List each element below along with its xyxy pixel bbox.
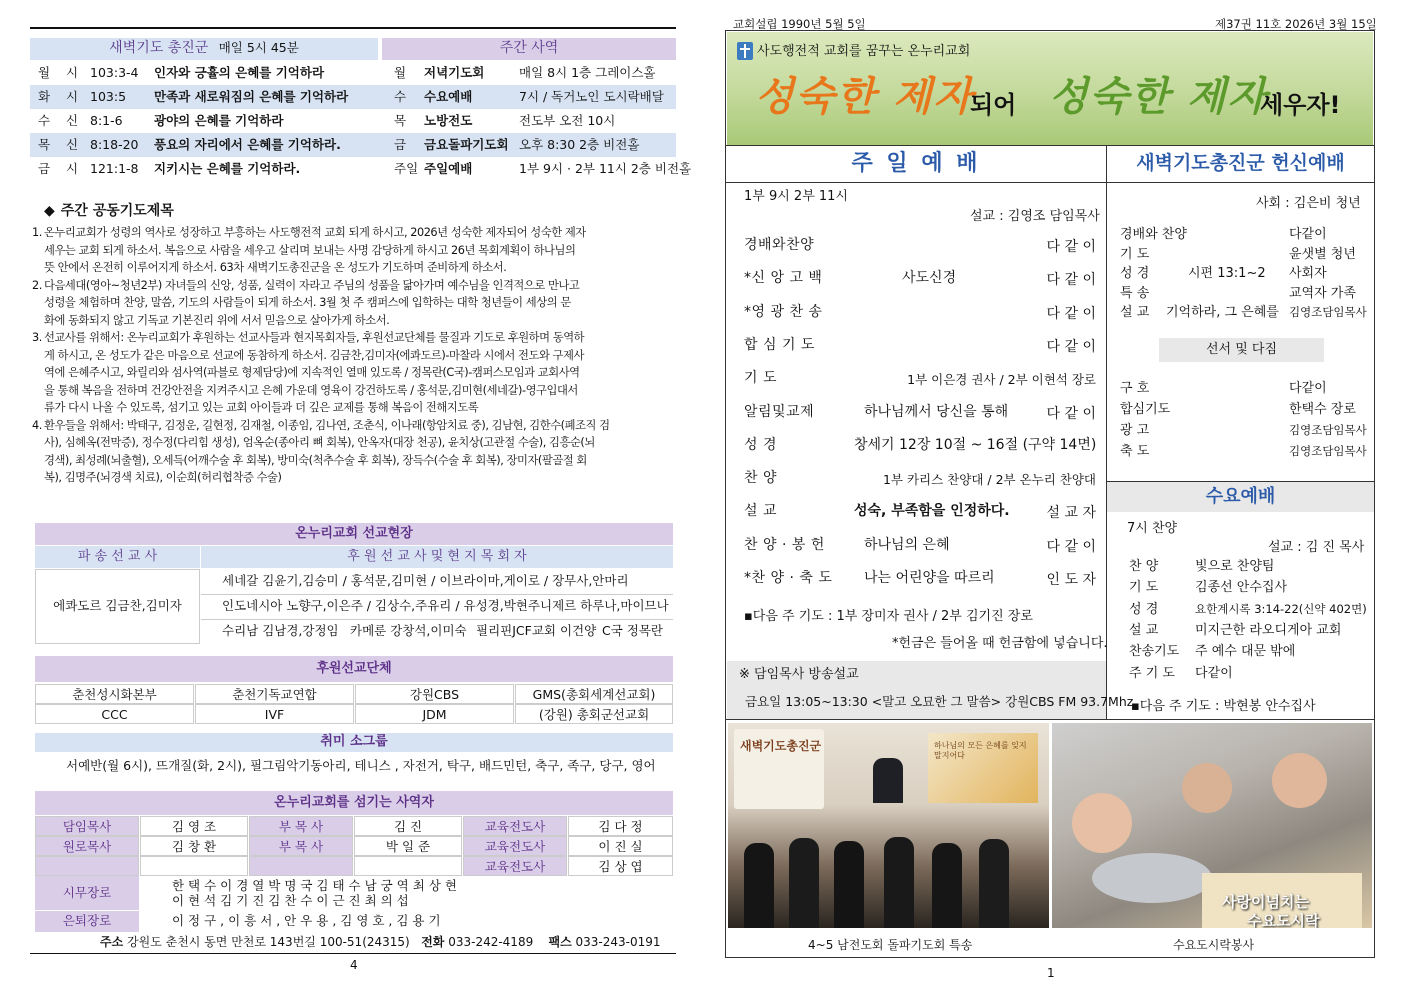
servant-name: 김 영 조	[140, 816, 248, 836]
mission-row-1: 세네갈 김윤기,김승미 / 홍석문,김미현 / 이브라이마,게이로 / 장무사,안마리	[222, 573, 629, 588]
weekly-detail: 전도부 오전 10시	[519, 113, 616, 128]
prayer-line: 환우들을 위해서: 박태구, 김정운, 길현정, 김재철, 이종임, 김나연, 조춘식, 이나래(항암치료 중), 김남현, 김한수(폐조직 검	[44, 418, 610, 432]
weekly-name: 노방전도	[424, 113, 473, 128]
dawn-host: 사회 : 김은비 청년	[1256, 196, 1361, 211]
wed-content: 다같이	[1195, 665, 1233, 681]
prayer-line: 게 하시고, 온 성도가 같은 마음으로 선교에 동참하게 하소서. 김금찬,김미자(에콰도르)-마찰라 시에서 전도와 구제사	[44, 348, 584, 362]
dawn-day: 금	[38, 161, 51, 176]
support-org: IVF	[195, 704, 354, 724]
servant-role: 교육전도사	[463, 836, 567, 856]
wed-item: 찬 양	[1129, 559, 1159, 574]
sunday-item: 찬 양	[744, 470, 777, 487]
prayer-line: 류가 다시 나올 수 있도록, 섬기고 있는 교회 아이들과 더 깊은 교제를 통해 복음이 전해지도록	[44, 401, 479, 414]
dawn-content: 시편 13:1~2	[1188, 266, 1266, 281]
support-org: 강원CBS	[355, 684, 514, 704]
sunday-leader: 인 도 자	[1046, 572, 1096, 588]
right-page	[725, 30, 1375, 958]
servant-name: 이 진 실	[568, 836, 673, 856]
photo-caption-1: 4~5 남전도회 돌파기도회 특송	[808, 938, 973, 952]
dawn-book: 시	[66, 89, 79, 104]
sunday-leader: 1부 이은경 권사 / 2부 이현석 장로	[907, 372, 1096, 388]
mission-col-sent: 파 송 선 교 사	[35, 546, 200, 568]
issue-info: 제37권 11호 2026년 3월 15일	[1215, 17, 1377, 31]
weekly-name: 저녁기도회	[424, 65, 485, 80]
dawn-service-title: 새벽기도총진군 헌신예배	[1136, 152, 1345, 174]
sunday-leader: 1부 카리스 찬양대 / 2부 온누리 찬양대	[882, 472, 1096, 488]
sunday-preacher: 설교 : 김영조 담임목사	[970, 209, 1100, 224]
dawn-verse: 103:5	[90, 89, 127, 104]
church-address: 주소 강원도 춘천시 동면 만천로 143번길 100-51(24315) 전화 033-242-4189 팩스 033-243-0191	[100, 935, 661, 949]
servant-name: 박 일 준	[354, 836, 462, 856]
mission-title: 온누리교회 선교현장	[35, 523, 673, 545]
elders-line-1: 한 택 수 이 경 열 박 명 국 김 태 수 남 궁 역 최 상 현	[172, 878, 457, 893]
prayer-line: 역에 은혜주시고, 와릴리와 섬사역(파블로 형제담당)에 지속적인 열매 있도록 / 정목란(C국)-캠퍼스모임과 교회사역	[44, 366, 580, 379]
servants-title: 온누리교회를 섬기는 사역자	[35, 791, 673, 815]
sunday-leader: 다 같 이	[1046, 538, 1096, 555]
cross-icon	[737, 42, 753, 60]
dawn-item: 설 교	[1120, 305, 1150, 320]
weekly-detail: 7시 / 독거노인 도시락배달	[519, 89, 664, 104]
prayer-item	[32, 224, 662, 277]
sunday-content: 사도신경	[902, 270, 957, 287]
servant-name: 김 다 정	[568, 816, 673, 836]
elders-line-2: 이 현 석 김 기 진 김 찬 수 이 근 진 최 의 섭	[172, 893, 409, 908]
dawn-leader: 김영조담임목사	[1289, 444, 1367, 458]
hobby-title: 취미 소그룹	[35, 733, 673, 752]
wed-content: 김종선 안수집사	[1195, 580, 1288, 596]
volunteer-face	[1072, 793, 1132, 853]
wed-item: 찬송기도	[1129, 644, 1180, 660]
prayer-line: 을 통해 복음을 전하며 건강안전을 지켜주시고 은혜 가운데 영육이 강건하도록 / 홍석문,김미현(세네갈)-영구입대서	[44, 383, 578, 397]
servant-role: 교육전도사	[463, 856, 567, 876]
wed-content: 요한계시록 3:14-22(신약 402면)	[1195, 601, 1367, 616]
wed-content: 빛으로 찬양팀	[1195, 559, 1275, 574]
sunday-content: 나는 어린양을 따르리	[864, 570, 995, 586]
event-poster: 새벽기도총진군	[734, 729, 824, 809]
prayer-line: 선교사를 위해서: 온누리교회가 후원하는 선교사들과 현지목회자들, 후원선교단체를 물질과 기도로 후원하며 동역하	[44, 331, 585, 344]
servant-empty-cell	[35, 856, 139, 876]
servant-name: 김 상 엽	[568, 856, 673, 876]
dawn-leader: 교역자 가족	[1289, 285, 1356, 301]
sunday-content: 창세기 12장 10절 ~ 16절 (구약 14면)	[854, 436, 1097, 453]
prayer-title: ◆ 주간 공동기도제목	[44, 203, 174, 219]
wed-item: 설 교	[1129, 622, 1159, 638]
dawn-book: 시	[66, 161, 79, 176]
dawn-header: 새벽기도 총진군 매일 5시 45분	[30, 38, 378, 60]
sunday-content: 하나님께서 당신을 통해	[864, 403, 1009, 420]
prayer-line: 사), 심혜옥(전막증), 정수정(다리힘 생성), 엄옥순(종아리 뼈 회복), 안옥자(대장 천공), 윤치상(고관절 수술), 김흥순(뇌	[44, 436, 595, 449]
support-title: 후원선교단체	[35, 656, 673, 682]
support-org: CCC	[35, 704, 194, 724]
dawn-item: 구 호	[1120, 381, 1150, 396]
banner-title-2: 되어	[970, 91, 1017, 119]
dawn-verse: 8:18-20	[90, 137, 139, 152]
schedule-row	[30, 109, 676, 133]
weekly-day: 월	[394, 65, 407, 80]
dawn-text: 지키시는 은혜를 기억하라.	[154, 161, 301, 176]
singers-group	[744, 833, 1034, 928]
banner-title-3: 성숙한 제자	[1049, 73, 1269, 120]
dawn-item: 경배와 찬양	[1120, 227, 1187, 242]
sunday-item: 경배와찬양	[744, 237, 815, 253]
weekly-day: 금	[394, 137, 407, 152]
dawn-leader: 사회자	[1289, 266, 1327, 281]
prayer-line: 경색), 최성례(뇌출혈), 오세득(어깨수술 후 회복), 방미숙(척추수술 후 회복), 장득수(수술 후 회복), 장미자(팔골절 회	[44, 453, 587, 467]
elders-label: 시무장로	[35, 876, 139, 910]
mission-row-2a: 인도네시아 노향구,이은주 / 김상수,주유리 / 유성경,박현주	[222, 598, 540, 613]
sunday-leader: 다 같 이	[1046, 239, 1096, 255]
support-org: GMS(총회세계선교회)	[515, 684, 673, 704]
banner-title-4: 세우자!	[1260, 91, 1341, 119]
sunday-item: 설 교	[744, 503, 777, 520]
sunday-leader: 다 같 이	[1046, 338, 1096, 355]
dawn-leader: 윤샛별 청년	[1289, 246, 1356, 262]
sunday-content: 하나님의 은혜	[864, 536, 950, 553]
dawn-item: 성 경	[1120, 266, 1150, 281]
banner-title-1: 성숙한 제자	[755, 73, 975, 120]
wednesday-time: 7시 찬양	[1127, 521, 1178, 536]
sunday-leader: 설 교 자	[1046, 505, 1096, 522]
banner	[727, 32, 1373, 145]
sunday-leader: 다 같 이	[1046, 272, 1096, 289]
servant-name: 김 창 환	[140, 836, 248, 856]
prayer-line: 세우는 교회 되게 하소서. 복음으로 사람을 세우고 살리며 보내는 사명 감당하게 하시고 26년 목회계획이 하나님의	[44, 243, 576, 257]
dawn-text: 만족과 새로워짐의 은혜를 기억하라	[154, 89, 349, 104]
left-page	[0, 0, 700, 992]
dawn-item: 광 고	[1120, 423, 1150, 438]
prayer-number: 4.	[32, 418, 42, 432]
sunday-times: 1부 9시 2부 11시	[744, 189, 848, 204]
weekly-detail: 매일 8시 1층 그레이스홀	[519, 65, 656, 80]
prayer-number: 1.	[32, 226, 42, 239]
weekly-name: 수요예배	[424, 89, 473, 104]
weekly-name: 금요돌파기도회	[424, 137, 509, 152]
sent-missionary: 에콰도르 김금찬,김미자	[35, 569, 200, 644]
dawn-leader: 한택수 장로	[1289, 402, 1356, 417]
sunday-item: 알림및교제	[744, 403, 815, 420]
banner-slogan: 사도행전적 교회를 꿈꾸는 온누리교회	[757, 44, 971, 59]
dawn-book: 시	[66, 65, 79, 80]
support-org: 춘천성시화본부	[35, 684, 194, 704]
support-org: 춘천기독교연합	[195, 684, 354, 704]
mission-row-3d: C국 정목란	[602, 623, 664, 638]
weekly-detail: 1부 9시 · 2부 11시 2층 비전홀	[519, 161, 692, 176]
wednesday-next-prayer: ▪다음 주 기도 : 박현봉 안수집사	[1131, 699, 1316, 714]
servant-role: 부 목 사	[249, 836, 353, 856]
schedule-row	[30, 85, 676, 109]
sunday-item: 합 심 기 도	[744, 336, 815, 353]
pastor-figure	[873, 758, 903, 803]
dawn-book: 신	[66, 137, 79, 152]
support-org: (강원) 총회군선교회	[515, 704, 673, 724]
dawn-verse: 121:1-8	[90, 161, 139, 176]
steel-bowl	[1092, 853, 1212, 903]
volunteer-face	[1272, 753, 1327, 808]
support-org: JDM	[355, 704, 514, 724]
sunday-next-prayer: ▪다음 주 기도 : 1부 장미자 권사 / 2부 김기진 장로	[744, 609, 1033, 624]
servant-name: 김 진	[354, 816, 462, 836]
hobby-list: 서예반(월 6시), 뜨개질(화, 2시), 필그림악기동아리, 테니스 , 자전거, 탁구, 배드민턴, 축구, 족구, 당구, 영어	[66, 758, 656, 773]
sunday-item: *영 광 찬 송	[744, 303, 823, 320]
sunday-item: 찬 양 · 봉 헌	[744, 536, 825, 553]
dawn-content: 기억하라, 그 은혜를	[1166, 305, 1279, 320]
schedule-row	[30, 133, 676, 157]
mission-row-3b: 카메룬 강창석,이미숙	[350, 623, 467, 638]
prayer-line: 성령을 체험하며 찬양, 말씀, 기도의 사람들이 되게 하소서. 3월 첫 주 캠퍼스에 입학하는 대학 청년들이 세상의 문	[44, 296, 571, 309]
prayer-item	[32, 329, 662, 417]
dawn-day: 월	[38, 65, 51, 80]
autumn-tree-decoration: 하나님의 모든 은혜를 잊지 말지어다	[928, 733, 1038, 803]
servant-role: 원로목사	[35, 836, 139, 856]
broadcast-box: ※ 담임목사 방송설교 금요일 13:05~13:30 <말고 오묘한 그 말씀> 강원CBS FM 93.7Mhz	[727, 661, 1106, 719]
servant-empty-cell	[354, 856, 462, 876]
dawn-text: 광야의 은혜를 기억하라	[154, 113, 284, 128]
dawn-day: 화	[38, 89, 51, 104]
weekly-day: 수	[394, 89, 407, 104]
dawn-leader: 김영조담임목사	[1289, 423, 1367, 437]
top-rule	[30, 27, 676, 29]
weekly-day: 목	[394, 113, 407, 128]
servant-empty-cell	[249, 856, 353, 876]
servant-role: 담임목사	[35, 816, 139, 836]
prayer-line: 뜻 안에서 온전히 이루어지게 하소서. 63차 새벽기도총진군을 온 성도가 기도하며 준비하게 하소서.	[44, 261, 507, 274]
volunteer-face	[1182, 763, 1232, 813]
dawn-text: 풍요의 자리에서 은혜를 기억하라.	[154, 137, 341, 152]
dawn-verse: 8:1-6	[90, 113, 123, 128]
servant-role: 교육전도사	[463, 816, 567, 836]
photo-caption-2: 수요도시락봉사	[1173, 938, 1255, 952]
retired-elders: 이 정 구 , 이 흥 서 , 안 우 용 , 김 영 호 , 김 용 기	[172, 913, 441, 928]
schedule-row	[30, 157, 692, 181]
page-number-left: 4	[350, 958, 358, 972]
mission-row-2b: 니제르 하루나,마이므나	[540, 598, 669, 613]
photo-prayer-meeting	[728, 723, 1049, 928]
sunday-content: 성숙, 부족함을 인정하다.	[854, 503, 1010, 520]
wednesday-title: 수요예배	[1107, 482, 1374, 512]
sunday-item: 기 도	[744, 370, 777, 387]
dawn-leader: 다같이	[1289, 381, 1327, 396]
dawn-day: 수	[38, 113, 51, 128]
sunday-title: 주 일 예 배	[851, 151, 981, 176]
wed-item: 주 기 도	[1129, 665, 1175, 681]
prayer-line: 복), 김명주(뇌경색 치료), 이순희(허리협착증 수술)	[44, 471, 282, 484]
dawn-sub-title: 선서 및 다짐	[1159, 338, 1324, 362]
page-number-right: 1	[1047, 966, 1055, 980]
prayer-item	[32, 277, 662, 330]
servant-empty-cell	[140, 856, 248, 876]
schedule-row	[30, 61, 676, 85]
offering-note: *헌금은 들어올 때 헌금함에 넣습니다.	[892, 636, 1108, 651]
diamond-icon: ◆	[44, 203, 55, 219]
founded-date: 교회설립 1990년 5월 5일	[733, 17, 866, 31]
prayer-line: 화에 동화되지 않고 기독교 기본진리 위에 서서 믿음으로 살아가게 하소서.	[44, 313, 390, 327]
dawn-leader: 다같이	[1289, 227, 1327, 242]
wednesday-preacher: 설교 : 김 진 목사	[1268, 540, 1365, 555]
dawn-item: 기 도	[1120, 246, 1150, 262]
retired-label: 은퇴장로	[35, 911, 139, 932]
dawn-leader: 김영조담임목사	[1289, 305, 1367, 319]
prayer-item	[32, 417, 662, 487]
weekly-name: 주일예배	[424, 161, 473, 176]
mission-row-3c: 필리핀JCF교회 이건양	[476, 623, 597, 638]
weekly-header: 주간 사역	[382, 38, 676, 60]
dawn-item: 합심기도	[1120, 402, 1171, 417]
prayer-line: 온누리교회가 성령의 역사로 성장하고 부흥하는 사도행전적 교회 되게 하시고, 2026년 성숙한 제자되어 성숙한 제자	[44, 226, 586, 239]
mission-row-3a: 수리남 김남경,강정임	[222, 623, 339, 638]
dawn-item: 특 송	[1120, 285, 1150, 301]
wed-content: 미지근한 라오디게아 교회	[1195, 622, 1342, 638]
sunday-item: *찬 양 · 축 도	[744, 570, 833, 586]
sunday-item: *신 앙 고 백	[744, 270, 823, 287]
prayer-line: 다음세대(영아~청년2부) 자녀들의 신앙, 성품, 실력이 자라고 주님의 성품을 닮아가며 예수님을 인격적으로 만나고	[44, 278, 580, 292]
wed-content: 주 예수 대문 밖에	[1195, 644, 1296, 660]
dawn-text: 인자와 긍휼의 은혜를 기억하라	[154, 65, 325, 80]
sunday-leader: 다 같 이	[1046, 305, 1096, 322]
wed-item: 기 도	[1129, 580, 1159, 596]
sunday-item: 성 경	[744, 436, 777, 453]
servant-role: 부 목 사	[249, 816, 353, 836]
sunday-leader: 다 같 이	[1046, 405, 1096, 422]
dawn-item: 축 도	[1120, 444, 1150, 459]
weekly-day: 주일	[394, 161, 419, 176]
mission-col-support: 후 원 선 교 사 및 현 지 목 회 자	[201, 546, 673, 568]
photo-lunchbox-volunteers: 사랑이넘치는 수요도시락	[1052, 723, 1372, 928]
weekly-detail: 오후 8:30 2층 비전홀	[519, 137, 640, 152]
dawn-verse: 103:3-4	[90, 65, 139, 80]
prayer-number: 3.	[32, 331, 42, 344]
dawn-day: 목	[38, 137, 51, 152]
prayer-number: 2.	[32, 278, 42, 292]
wed-item: 성 경	[1129, 601, 1159, 617]
dawn-book: 신	[66, 113, 79, 128]
